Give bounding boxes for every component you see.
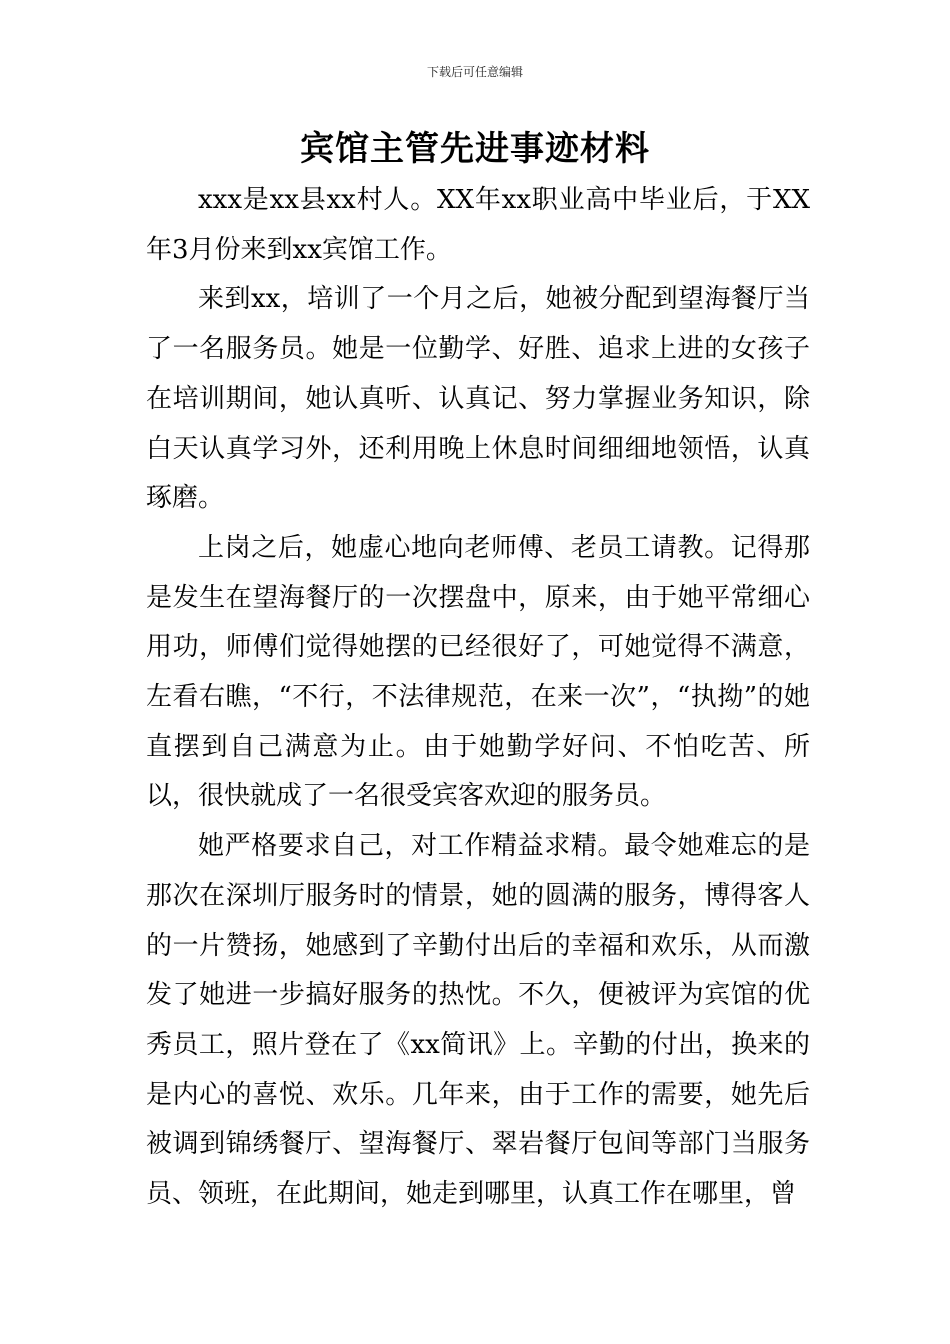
paragraph-4: 她严格要求自己，对工作精益求精。最令她难忘的是那次在深圳厅服务时的情景，她的圆满的服务，博得客人的一片赞扬，她感到了辛勤付出后的幸福和欢乐，从而激发了她进一步搞好服务的热忱。不久，便被评为宾馆的优秀员工，照片登在了《xx简讯》上。辛勤的付出，换来的是内心的喜悦、欢乐。几年来，由于工作的需要，她先后被调到锦绣餐厅、望海餐厅、翠岩餐厅包间等部门当服务员、领班，在此期间，她走到哪里，认真工作在哪里，曾: [146, 831, 810, 1210]
paragraph-1: xxx是xx县xx村人。XX年xx职业高中毕业后，于XX年3月份来到xx宾馆工作。: [146, 185, 810, 265]
document-title: 宾馆主管先进事迹材料: [300, 129, 650, 169]
paragraph-2: 来到xx，培训了一个月之后，她被分配到望海餐厅当了一名服务员。她是一位勤学、好胜、追求上进的女孩子在培训期间，她认真听、认真记、努力掌握业务知识，除白天认真学习外，还利用晚上休息时间细细地领悟，认真琢磨。: [146, 284, 810, 514]
document-body: [146, 176, 810, 1220]
paragraph-3: 上岗之后，她虚心地向老师傅、老员工请教。记得那是发生在望海餐厅的一次摆盘中，原来，由于她平常细心用功，师傅们觉得她摆的已经很好了，可她觉得不满意，左看右瞧，“不行，不法律规范，在来一次”，“执拗”的她直摆到自己满意为止。由于她勤学好问、不怕吃苦、所以，很快就成了一名很受宾客欢迎的服务员。: [146, 532, 810, 812]
header-note: 下载后可任意编辑: [426, 65, 523, 79]
